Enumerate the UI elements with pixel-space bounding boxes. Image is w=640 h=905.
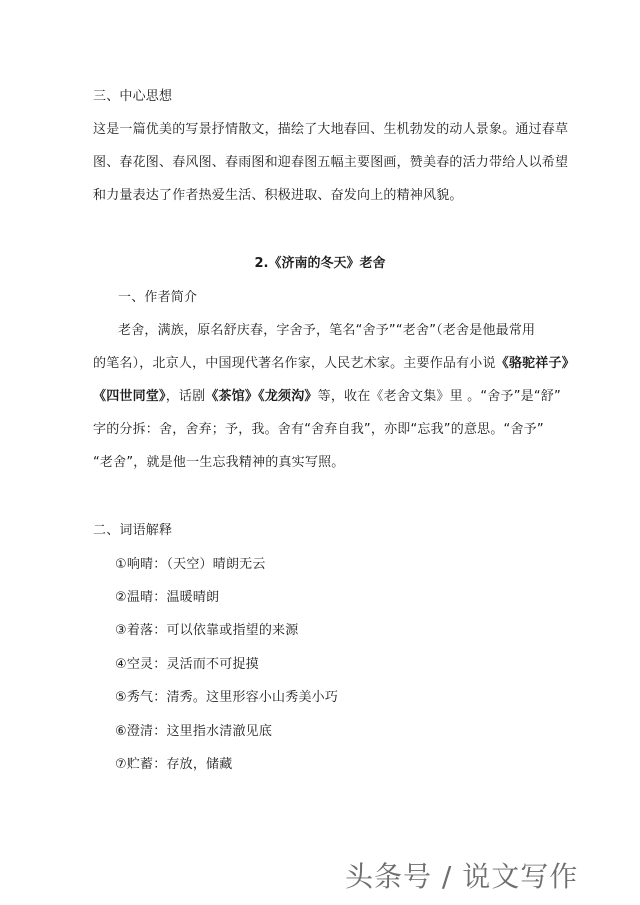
vocab-item: ⑦贮蓄：存放，储藏: [115, 757, 233, 772]
vocab-item: ③着落：可以依靠或指望的来源: [115, 623, 299, 638]
book-title-bold: 《骆驼祥子》: [495, 356, 575, 371]
watermark: 头条号 / 说文写作: [345, 860, 579, 893]
text-run: ，话剧: [165, 389, 206, 404]
paragraph-line: [93, 454, 344, 472]
book-title-bold: 《四世同堂》: [93, 389, 166, 404]
section-heading-vocab: 二、词语解释: [93, 523, 173, 538]
lesson-title: 2.《济南的冬天》老舍: [254, 256, 386, 271]
section-heading-central-idea: 三、中心思想: [93, 89, 173, 104]
paragraph-line: 这是一篇优美的写景抒情散文，描绘了大地春回、生机勃发的动人景象。通过春草: [93, 122, 569, 137]
vocab-item: ④空灵：灵活而不可捉摸: [115, 657, 259, 672]
play-titles-bold: 《茶馆》《龙须沟》: [205, 389, 318, 404]
paragraph-line: 图、春花图、春风图、春雨图和迎春图五幅主要图画，赞美春的活力带给人以希望: [93, 155, 569, 170]
text-run: 的笔名），北京人，中国现代著名作家，人民艺术家。主要作品有小说: [93, 356, 496, 371]
text-run: 字的分拆：舍，舍弃；予，我。舍有“舍弃自我”，亦即“忘我”的意思。“舍予”: [93, 422, 544, 437]
vocab-item: ②温晴：温暖晴朗: [115, 590, 220, 605]
text-run: 等，收在《老舍文集》里 。“舍予”是“舒”: [317, 389, 561, 404]
paragraph-line: [93, 355, 575, 373]
paragraph-line: [93, 421, 544, 439]
paragraph-line: [118, 322, 535, 340]
paragraph-line: [93, 388, 561, 406]
vocab-item: ⑤秀气：清秀。这里形容小山秀美小巧: [115, 690, 339, 705]
text-run: 老舍，满族，原名舒庆春，字舍予，笔名“舍予”“老舍”（老舍是他最常用: [118, 323, 536, 338]
vocab-item: ⑥澄清：这里指水清澈见底: [115, 724, 273, 739]
section-heading-author-intro: 一、作者简介: [118, 290, 198, 305]
text-run: “老舍”，就是他一生忘我精神的真实写照。: [93, 455, 345, 470]
paragraph-line: 和力量表达了作者热爱生活、积极进取、奋发向上的精神风貌。: [93, 188, 463, 203]
vocab-item: ①响晴：（天空）晴朗无云: [115, 557, 266, 572]
